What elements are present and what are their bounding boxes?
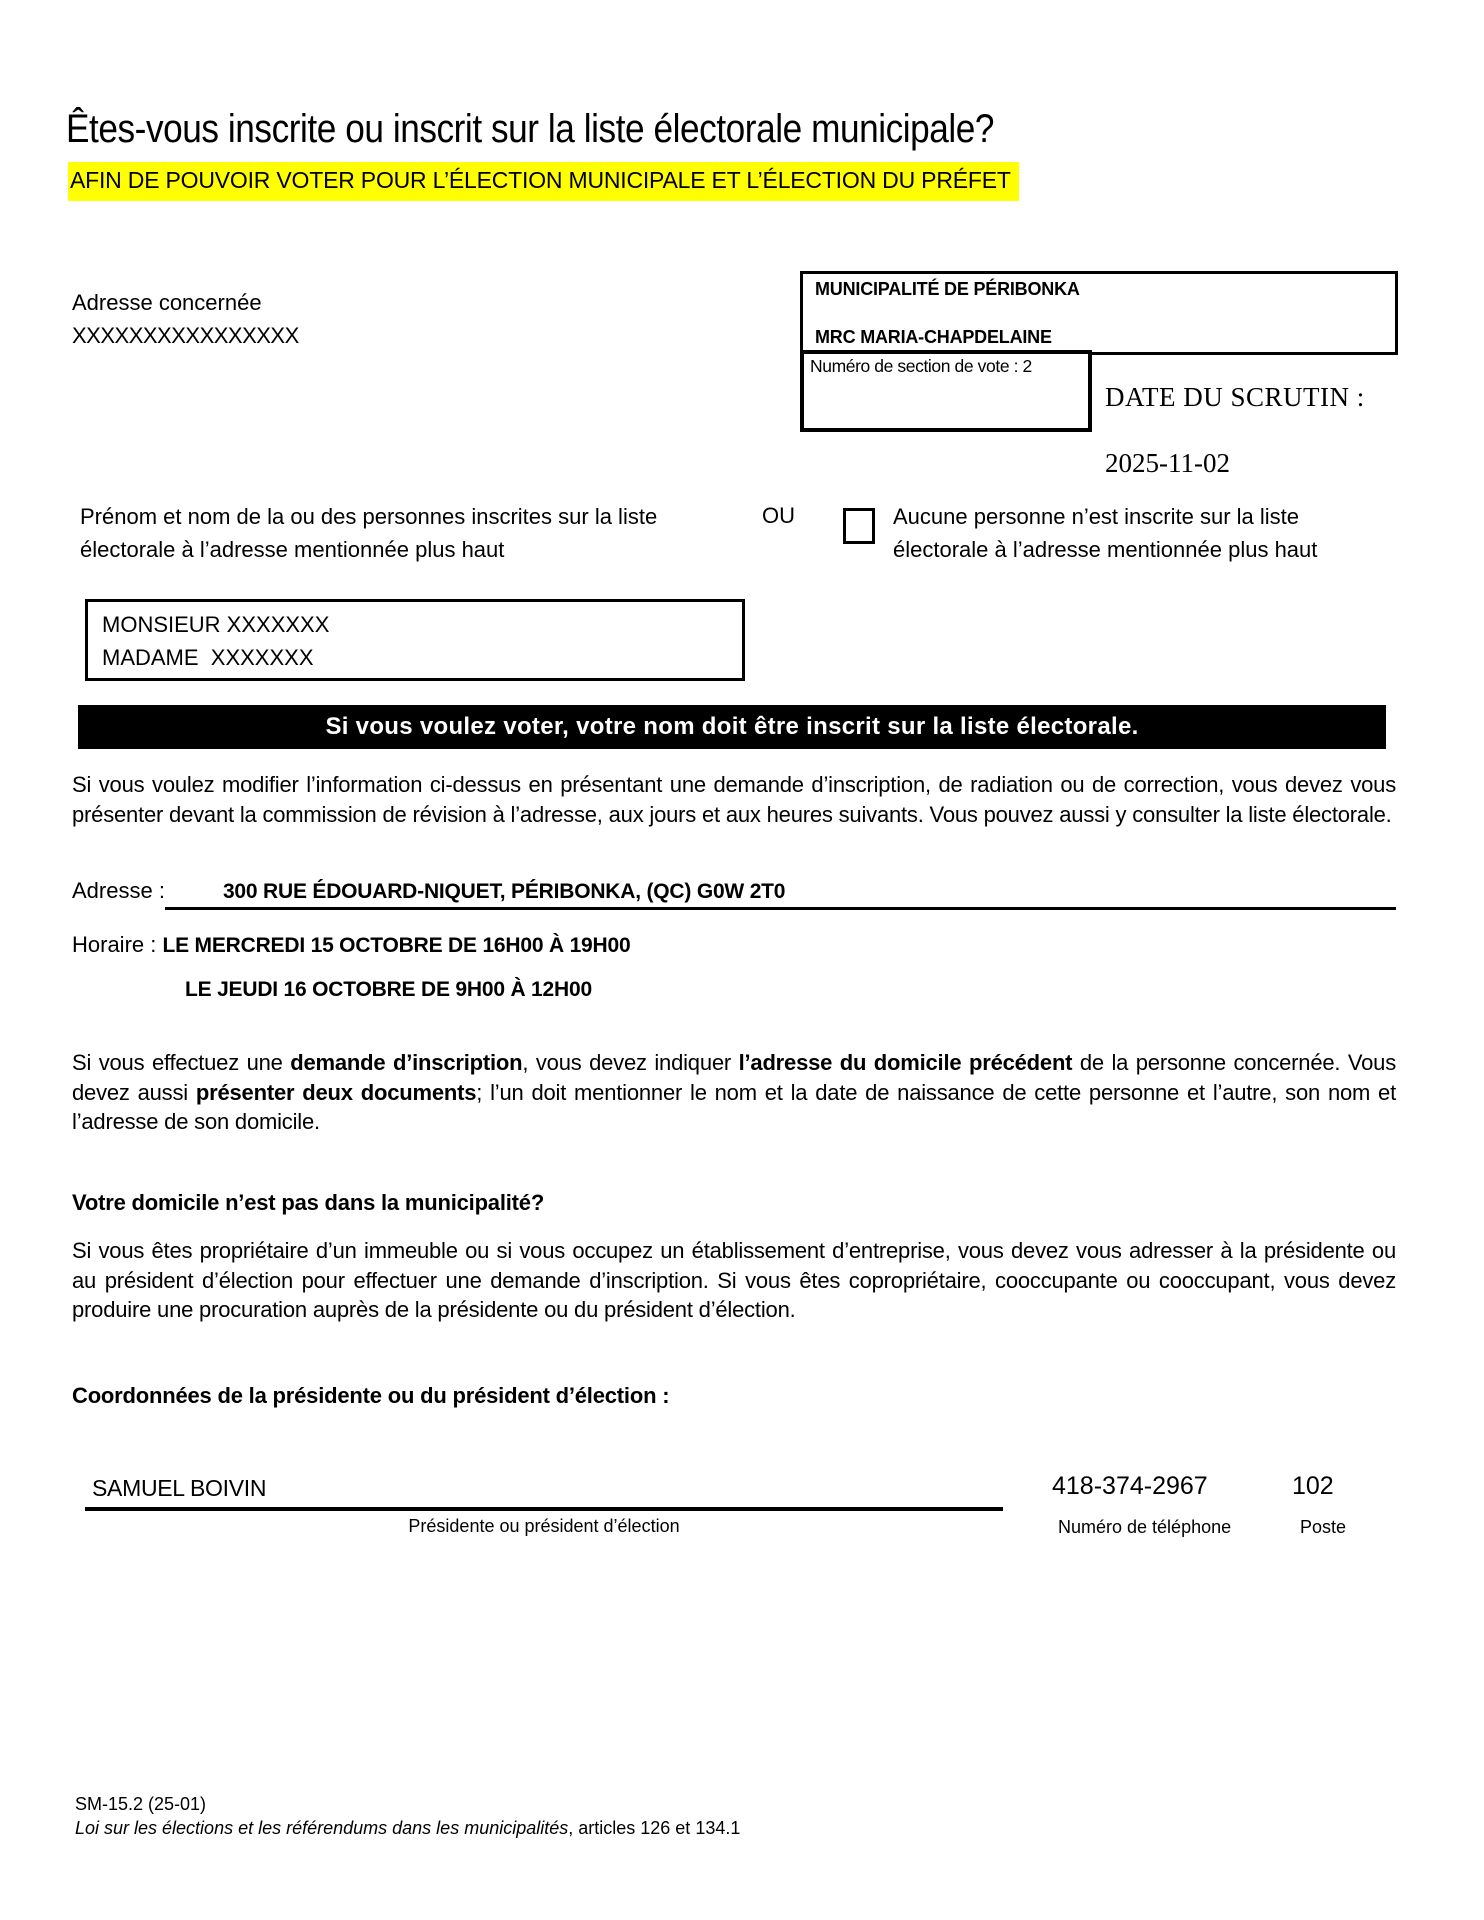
mrc-name: MRC MARIA-CHAPDELAINE <box>815 327 1052 347</box>
commission-address-label: Adresse : <box>72 878 165 903</box>
phone-number: 418-374-2967 <box>1052 1472 1208 1500</box>
registration-paragraph <box>72 1048 1396 1137</box>
registration-bold-3: présenter deux documents <box>195 1079 477 1105</box>
scrutin-date-value: 2025-11-02 <box>1105 448 1230 478</box>
no-person-label: Aucune personne n’est inscrite sur la liste électorale à l’adresse mentionnée plus haut <box>893 504 1318 562</box>
voting-section-box <box>800 350 1092 432</box>
schedule-row-1 <box>72 932 630 958</box>
schedule-wednesday: LE MERCREDI 15 OCTOBRE DE 16H00 À 19H00 <box>162 934 631 957</box>
form-number: SM-15.2 (25-01) <box>75 1794 207 1814</box>
registration-bold-2: l’adresse du domicile précédent <box>738 1050 1073 1075</box>
municipality-box <box>800 271 1398 355</box>
no-person-checkbox[interactable] <box>843 508 875 544</box>
page-subtitle-highlighted: AFIN DE POUVOIR VOTER POUR L’ÉLECTION MUNICIPALE ET L’ÉLECTION DU PRÉFET <box>68 162 1019 201</box>
schedule-row-2 <box>185 978 592 1002</box>
schedule-label: Horaire : <box>72 932 163 957</box>
phone-number-caption: Numéro de téléphone <box>1058 1517 1232 1537</box>
registration-text-2: , vous devez indiquer <box>522 1050 739 1075</box>
schedule-thursday: LE JEUDI 16 OCTOBRE DE 9H00 À 12H00 <box>185 978 592 1001</box>
scrutin-date-label: DATE DU SCRUTIN : <box>1105 382 1365 412</box>
president-name-underline <box>85 1507 1003 1511</box>
commission-address-underline <box>165 880 1396 910</box>
law-articles: , articles 126 et 134.1 <box>568 1818 741 1838</box>
registration-text-1: Si vous effectuez une <box>72 1050 291 1075</box>
president-name-caption: Présidente ou président d’élection <box>408 1516 680 1536</box>
law-title: Loi sur les élections et les référendums dans les municipalités <box>75 1818 569 1838</box>
registered-persons-label: Prénom et nom de la ou des personnes inscrites sur la liste électorale à l’adresse mentionnée plus haut <box>80 504 658 562</box>
concerned-address-label: Adresse concernée <box>72 290 262 315</box>
commission-address-value: 300 RUE ÉDOUARD-NIQUET, PÉRIBONKA, (QC) G0W 2T0 <box>222 880 786 903</box>
registered-names-box <box>85 599 745 681</box>
phone-extension-caption: Poste <box>1300 1517 1347 1537</box>
domicile-heading: Votre domicile n’est pas dans la municipalité? <box>72 1190 545 1215</box>
voting-section-label: Numéro de section de vote : 2 <box>810 356 1032 376</box>
president-name: SAMUEL BOIVIN <box>92 1475 267 1501</box>
domicile-paragraph: Si vous êtes propriétaire d’un immeuble ou si vous occupez un établissement d’entreprise, vous devez vous adresser à la présidente ou au président d’élection pour effectuer une demande d’inscription. Si vous êtes copropriétaire, cooccupante ou cooccupant, vous devez produire une procuration auprès de la présidente ou du président d’élection. <box>72 1238 1396 1323</box>
revision-paragraph: Si vous voulez modifier l’information ci-dessus en présentant une demande d’inscription, de radiation ou de correction, vous devez vous présenter devant la commission de révision à l’adresse, aux jours et aux heures suivants. Vous pouvez aussi y consulter la liste électorale. <box>72 772 1396 827</box>
concerned-address-value: XXXXXXXXXXXXXXXX <box>72 323 299 348</box>
phone-extension: 102 <box>1292 1472 1334 1500</box>
or-label: OU <box>762 503 795 528</box>
registration-text-4: ; l’un doit mentionner le nom et la date de naissance de cette personne et l’autre, son nom et l’adresse de son domicile. <box>72 1079 1397 1135</box>
banner-text: Si vous voulez voter, votre nom doit être inscrit sur la liste électorale. <box>325 713 1139 740</box>
must-be-registered-banner <box>78 705 1386 749</box>
page-title: Êtes-vous inscrite ou inscrit sur la liste électorale municipale? <box>66 106 995 151</box>
registered-name-line-1: MONSIEUR XXXXXXX <box>102 612 330 637</box>
registration-bold-1: demande d’inscription <box>290 1050 523 1075</box>
registered-name-line-2: MADAME XXXXXXX <box>102 645 314 670</box>
registration-text-3: de la personne concernée. Vous devez aussi <box>72 1050 1396 1105</box>
commission-address-row <box>72 878 1396 910</box>
law-reference <box>75 1818 740 1839</box>
municipality-name: MUNICIPALITÉ DE PÉRIBONKA <box>815 279 1080 299</box>
contact-heading: Coordonnées de la présidente ou du président d’élection : <box>72 1383 670 1408</box>
